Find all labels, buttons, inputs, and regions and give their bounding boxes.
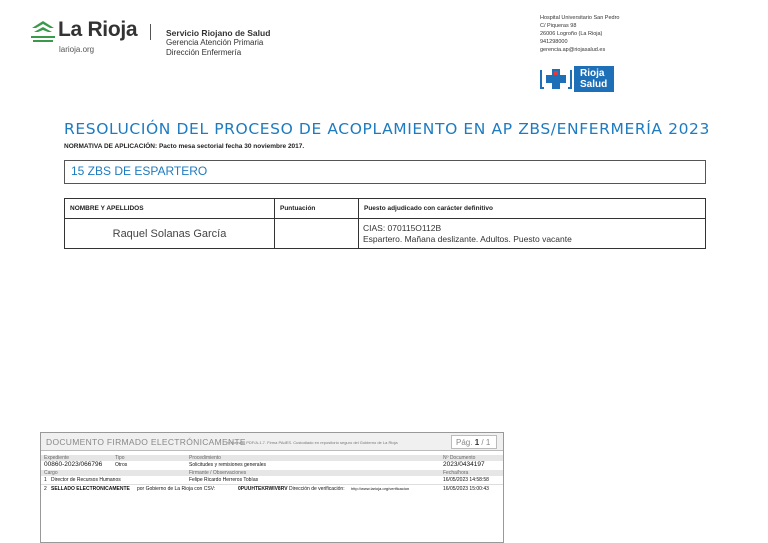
page-label: Pág. [456, 438, 473, 447]
adjudication-table [64, 198, 706, 249]
n-documento-value: 2023/0434197 [443, 461, 485, 468]
label-procedimiento: Procedimiento [189, 455, 221, 461]
service-line-3: Dirección Enfermería [166, 48, 242, 57]
letterhead [0, 0, 768, 95]
tipo-value: Otros [115, 462, 128, 468]
la-rioja-logo [30, 18, 150, 68]
brand-url: larioja.org [59, 45, 95, 54]
zbs-header-box [64, 160, 706, 184]
signer-1-firmante: Felipe Ricardo Herreros Tobías [189, 477, 259, 483]
hospital-line-5: gerencia.ap@riojasalud.es [540, 47, 606, 53]
procedimiento-value: Solicitudes y remisiones generales [189, 462, 266, 468]
hospital-line-1: Hospital Universitario San Pedro [540, 15, 620, 21]
signature-header [41, 433, 503, 451]
rioja-salud-wordmark [574, 66, 614, 92]
hospital-line-3: 26006 Logroño (La Rioja) [540, 31, 603, 37]
brand-name: La Rioja [58, 18, 138, 41]
rioja-salud-logo [540, 66, 620, 92]
cell-puesto [359, 219, 706, 249]
table-row [65, 219, 706, 249]
hospital-line-2: C/ Piqueras 98 [540, 23, 577, 29]
service-line-1: Servicio Riojano de Salud [166, 28, 271, 38]
service-line-2: Gerencia Atención Primaria [166, 38, 264, 47]
header-name: NOMBRE Y APELLIDOS [65, 199, 275, 219]
label-firmante: Firmante / Observaciones [189, 470, 247, 476]
signature-title: DOCUMENTO FIRMADO ELECTRÓNICAMENTE [46, 437, 246, 447]
label-tipo: Tipo [115, 455, 125, 461]
hospital-address [540, 14, 619, 54]
signer-2-cargo: SELLADO ELECTRONICAMENTE [51, 486, 130, 492]
header-puesto: Puesto adjudicado con carácter definitivo [359, 199, 706, 219]
electronic-signature-block [40, 432, 504, 543]
page-current: 1 [474, 438, 480, 447]
signer-2-csv: 0PUUHTEKRWIV8RV [238, 486, 288, 492]
signer-label-band [41, 470, 503, 476]
puesto-cias: CIAS: 070115O112B [363, 222, 442, 233]
cell-name: Raquel Solanas García [65, 219, 275, 249]
label-n-documento: Nº Documento [443, 455, 476, 461]
cell-score [275, 219, 359, 249]
normativa-line: NORMATIVA DE APLICACIÓN: Pacto mesa sectorial fecha 30 noviembre 2017. [64, 143, 305, 150]
signer-2-num: 2 [44, 486, 47, 492]
meta-label-band [41, 455, 503, 461]
service-block [166, 28, 270, 58]
logo-divider [150, 24, 151, 40]
signer-2-fecha: 16/05/2023 15:00:43 [443, 486, 489, 492]
zbs-label: 15 ZBS DE ESPARTERO [71, 164, 208, 178]
signer-1-num: 1 [44, 477, 47, 483]
signer-2-verif-label: Dirección de verificación: [289, 486, 345, 492]
label-fecha-hora: Fecha/hora [443, 470, 469, 476]
signature-note: en formato PDF/A-1.7. Firma PAdES. Custodiado en repositorio seguro del Gobierno de La Rioja [226, 440, 398, 445]
la-rioja-vine-icon [30, 18, 56, 44]
rioja-salud-word-2: Salud [580, 79, 608, 90]
signer-divider [41, 484, 503, 485]
signer-1-fecha: 16/05/2023 14:58:58 [443, 477, 489, 483]
signer-1-cargo: Director de Recursos Humanos [51, 477, 121, 483]
hospital-line-4: 941298000 [540, 39, 568, 45]
label-expediente: Expediente [44, 455, 70, 461]
page-indicator [451, 435, 497, 449]
expediente-value: 00860-2023/066796 [44, 461, 103, 468]
label-cargo: Cargo [44, 470, 58, 476]
page-total: / 1 [481, 438, 491, 447]
rioja-salud-word-1: Rioja [580, 68, 605, 79]
puesto-description: Espartero. Mañana deslizante. Adultos. Puesto vacante [363, 233, 572, 244]
table-header-row [65, 199, 706, 219]
verification-link[interactable]: http://www.larioja.org/verificacion [351, 486, 410, 491]
resolution-title: RESOLUCIÓN DEL PROCESO DE ACOPLAMIENTO EN AP ZBS/ENFERMERÍA 2023 [64, 120, 710, 138]
signer-2-firmante: por Gobierno de La Rioja con CSV: [137, 486, 216, 492]
rioja-salud-cross-icon [540, 66, 572, 92]
header-score: Puntuación [275, 199, 359, 219]
